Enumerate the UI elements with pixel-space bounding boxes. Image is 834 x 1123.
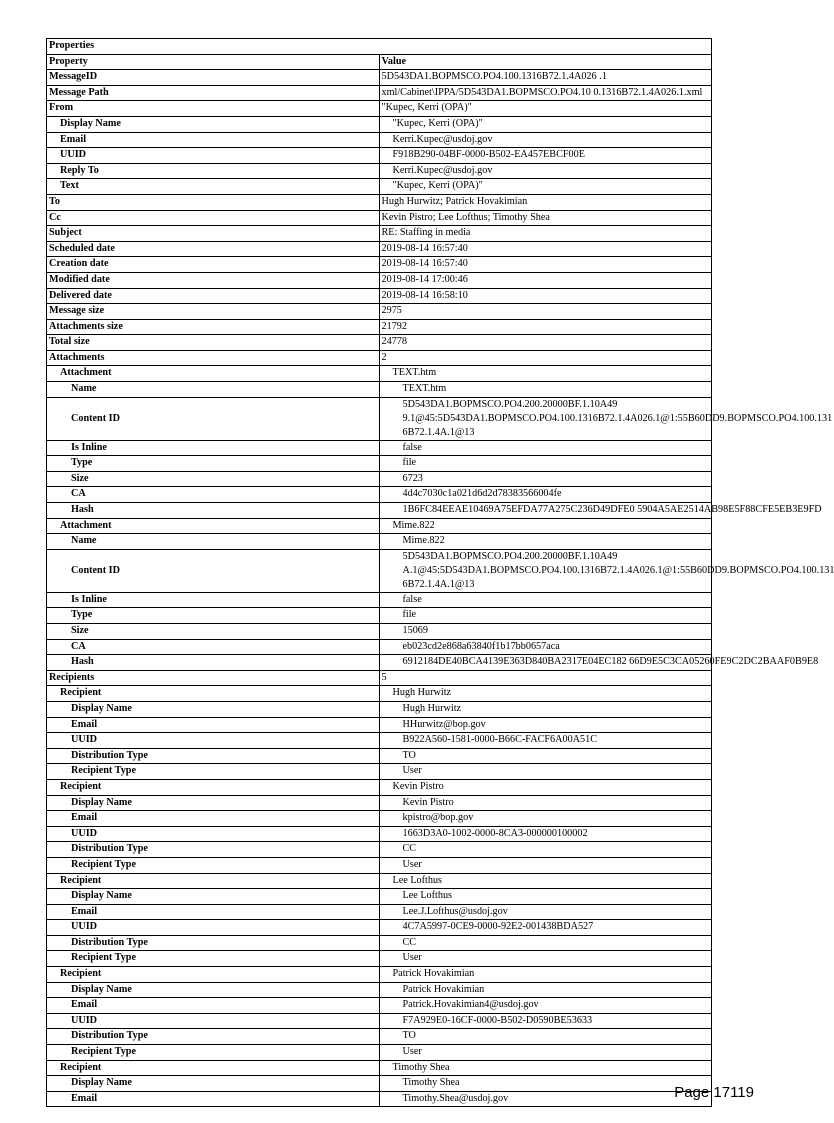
property-name: Type — [47, 456, 380, 472]
table-row — [47, 1045, 712, 1061]
property-name: UUID — [47, 920, 380, 936]
property-name: Modified date — [47, 272, 380, 288]
property-name: Attachments size — [47, 319, 380, 335]
property-value: "Kupec, Kerri (OPA)" — [379, 101, 712, 117]
property-name: Email — [47, 1091, 380, 1107]
table-row — [47, 85, 712, 101]
property-value: Patrick Hovakimian — [379, 967, 712, 983]
property-value: Lee.J.Lofthus@usdoj.gov — [379, 904, 712, 920]
property-value: CC — [379, 842, 712, 858]
table-row — [47, 717, 712, 733]
property-name: Message size — [47, 304, 380, 320]
property-value: 1B6FC84EEAE10469A75EFDA77A275C236D49DFE0 5904A5AE2514AB98E5F88CFE5EB3E9FD — [379, 503, 712, 519]
property-value: false — [379, 592, 712, 608]
property-value: 1663D3A0-1002-0000-8CA3-000000100002 — [379, 826, 712, 842]
property-name: Recipient — [47, 873, 380, 889]
property-name: Recipient Type — [47, 951, 380, 967]
table-row — [47, 518, 712, 534]
property-value: 6723 — [379, 471, 712, 487]
property-value: Timothy.Shea@usdoj.gov — [379, 1091, 712, 1107]
table-row — [47, 366, 712, 382]
property-name: From — [47, 101, 380, 117]
property-name: Recipients — [47, 670, 380, 686]
table-row — [47, 241, 712, 257]
property-value: 2019-08-14 16:57:40 — [379, 241, 712, 257]
property-name: Attachments — [47, 350, 380, 366]
property-name: Recipient — [47, 1060, 380, 1076]
value-column-header: Value — [379, 54, 712, 70]
property-value: RE: Staffing in media — [379, 226, 712, 242]
property-name: Email — [47, 998, 380, 1014]
table-row — [47, 1060, 712, 1076]
property-name: Subject — [47, 226, 380, 242]
table-row — [47, 226, 712, 242]
table-row — [47, 1076, 712, 1092]
property-value: User — [379, 951, 712, 967]
property-name: Recipient Type — [47, 1045, 380, 1061]
table-row — [47, 319, 712, 335]
property-value: User — [379, 857, 712, 873]
table-row — [47, 272, 712, 288]
property-name: Size — [47, 624, 380, 640]
property-name: Display Name — [47, 116, 380, 132]
property-name: Recipient — [47, 967, 380, 983]
property-value: TO — [379, 1029, 712, 1045]
property-name: To — [47, 194, 380, 210]
table-row — [47, 998, 712, 1014]
property-name: Display Name — [47, 982, 380, 998]
table-row — [47, 904, 712, 920]
property-name: Distribution Type — [47, 842, 380, 858]
table-row — [47, 779, 712, 795]
property-value: 4C7A5997-0CE9-0000-92E2-001438BDA527 — [379, 920, 712, 936]
property-value: User — [379, 764, 712, 780]
property-value: 2975 — [379, 304, 712, 320]
table-row — [47, 101, 712, 117]
property-value: 5D543DA1.BOPMSCO.PO4.100.1316B72.1.4A026 .1 — [379, 70, 712, 86]
property-name: Distribution Type — [47, 1029, 380, 1045]
property-value: eb023cd2e868a63840f1b17bb0657aca — [379, 639, 712, 655]
property-name: Content ID — [47, 549, 380, 592]
property-value: file — [379, 608, 712, 624]
property-value: kpistro@bop.gov — [379, 811, 712, 827]
property-value: Hugh Hurwitz — [379, 686, 712, 702]
property-value: Hugh Hurwitz; Patrick Hovakimian — [379, 194, 712, 210]
table-title: Properties — [47, 39, 712, 55]
property-value: 5D543DA1.BOPMSCO.PO4.200.20000BF.1.10A49 9.1@45:5D543DA1.BOPMSCO.PO4.100.1316B72.1.4A026.1@1:55B60DD9.BOPMSCO.PO4.100.131 6B72.1.4A.1@13 — [379, 397, 712, 440]
property-value: Timothy Shea — [379, 1060, 712, 1076]
table-row — [47, 350, 712, 366]
property-value: 2019-08-14 16:58:10 — [379, 288, 712, 304]
table-row — [47, 764, 712, 780]
property-column-header: Property — [47, 54, 380, 70]
property-name: Email — [47, 132, 380, 148]
property-value: Lee Lofthus — [379, 873, 712, 889]
table-row — [47, 655, 712, 671]
property-name: Email — [47, 717, 380, 733]
table-row — [47, 748, 712, 764]
property-value: Lee Lofthus — [379, 889, 712, 905]
property-value: HHurwitz@bop.gov — [379, 717, 712, 733]
property-name: UUID — [47, 826, 380, 842]
table-row — [47, 257, 712, 273]
property-value: TEXT.htm — [379, 382, 712, 398]
property-name: Distribution Type — [47, 935, 380, 951]
table-row — [47, 842, 712, 858]
table-row — [47, 210, 712, 226]
property-name: Text — [47, 179, 380, 195]
property-value: 4d4c7030c1a021d6d2d78383566004fe — [379, 487, 712, 503]
property-name: CA — [47, 639, 380, 655]
property-name: Total size — [47, 335, 380, 351]
table-row — [47, 639, 712, 655]
property-value: 21792 — [379, 319, 712, 335]
property-value: TO — [379, 748, 712, 764]
table-row — [47, 608, 712, 624]
property-name: Hash — [47, 655, 380, 671]
property-value: 2 — [379, 350, 712, 366]
table-title-row — [47, 39, 712, 55]
table-row — [47, 889, 712, 905]
property-value: TEXT.htm — [379, 366, 712, 382]
property-name: Reply To — [47, 163, 380, 179]
property-name: MessageID — [47, 70, 380, 86]
table-row — [47, 471, 712, 487]
table-row — [47, 382, 712, 398]
table-row — [47, 795, 712, 811]
property-value: B922A560-1581-0000-B66C-FACF6A00A51C — [379, 733, 712, 749]
property-value: 15069 — [379, 624, 712, 640]
property-value: CC — [379, 935, 712, 951]
property-name: Type — [47, 608, 380, 624]
property-value: 5 — [379, 670, 712, 686]
table-row — [47, 733, 712, 749]
property-value: 24778 — [379, 335, 712, 351]
property-name: Distribution Type — [47, 748, 380, 764]
property-name: Hash — [47, 503, 380, 519]
table-row — [47, 179, 712, 195]
table-row — [47, 670, 712, 686]
property-name: UUID — [47, 148, 380, 164]
table-row — [47, 701, 712, 717]
property-value: Patrick.Hovakimian4@usdoj.gov — [379, 998, 712, 1014]
table-row — [47, 148, 712, 164]
property-name: Email — [47, 811, 380, 827]
property-name: Is Inline — [47, 440, 380, 456]
table-row — [47, 70, 712, 86]
property-name: Recipient — [47, 779, 380, 795]
table-row — [47, 456, 712, 472]
property-name: Name — [47, 534, 380, 550]
property-value: Hugh Hurwitz — [379, 701, 712, 717]
table-row — [47, 549, 712, 592]
table-row — [47, 920, 712, 936]
property-name: Name — [47, 382, 380, 398]
table-row — [47, 826, 712, 842]
table-row — [47, 335, 712, 351]
property-value: xml/Cabinet\IPPA/5D543DA1.BOPMSCO.PO4.10 0.1316B72.1.4A026.1.xml — [379, 85, 712, 101]
table-row — [47, 982, 712, 998]
property-value: Kevin Pistro — [379, 779, 712, 795]
property-value: Kerri.Kupec@usdoj.gov — [379, 163, 712, 179]
table-row — [47, 503, 712, 519]
property-name: Display Name — [47, 889, 380, 905]
property-name: Scheduled date — [47, 241, 380, 257]
property-name: UUID — [47, 733, 380, 749]
table-row — [47, 116, 712, 132]
property-name: Delivered date — [47, 288, 380, 304]
property-value: Kevin Pistro — [379, 795, 712, 811]
property-value: Patrick Hovakimian — [379, 982, 712, 998]
property-name: UUID — [47, 1013, 380, 1029]
table-row — [47, 487, 712, 503]
table-row — [47, 397, 712, 440]
property-name: Recipient — [47, 686, 380, 702]
table-row — [47, 967, 712, 983]
property-name: Display Name — [47, 1076, 380, 1092]
property-value: "Kupec, Kerri (OPA)" — [379, 116, 712, 132]
property-value: User — [379, 1045, 712, 1061]
table-row — [47, 534, 712, 550]
table-header-row — [47, 54, 712, 70]
property-value: Mime.822 — [379, 534, 712, 550]
property-value: 2019-08-14 16:57:40 — [379, 257, 712, 273]
table-row — [47, 686, 712, 702]
property-name: Content ID — [47, 397, 380, 440]
property-value: 5D543DA1.BOPMSCO.PO4.200.20000BF.1.10A49 A.1@45:5D543DA1.BOPMSCO.PO4.100.1316B72.1.4A026.1@1:55B60DD9.BOPMSCO.PO4.100.131 6B72.1.4A.1@13 — [379, 549, 712, 592]
table-row — [47, 163, 712, 179]
property-value: Kerri.Kupec@usdoj.gov — [379, 132, 712, 148]
property-name: Display Name — [47, 701, 380, 717]
table-row — [47, 132, 712, 148]
property-value: 2019-08-14 17:00:46 — [379, 272, 712, 288]
table-row — [47, 811, 712, 827]
table-row — [47, 857, 712, 873]
property-name: Recipient Type — [47, 764, 380, 780]
property-value: Mime.822 — [379, 518, 712, 534]
property-value: F918B290-04BF-0000-B502-EA457EBCF00E — [379, 148, 712, 164]
property-value: 6912184DE40BCA4139E363D840BA2317E04EC182 66D9E5C3CA05260FE9C2DC2BAAF0B9E8 — [379, 655, 712, 671]
property-name: Attachment — [47, 518, 380, 534]
property-value: Timothy Shea — [379, 1076, 712, 1092]
table-row — [47, 440, 712, 456]
table-row — [47, 873, 712, 889]
property-value: file — [379, 456, 712, 472]
page-number: Page 17119 — [674, 1084, 754, 1101]
property-name: Size — [47, 471, 380, 487]
property-value: F7A929E0-16CF-0000-B502-D0590BE53633 — [379, 1013, 712, 1029]
table-row — [47, 1029, 712, 1045]
property-value: Kevin Pistro; Lee Lofthus; Timothy Shea — [379, 210, 712, 226]
table-row — [47, 592, 712, 608]
property-name: Email — [47, 904, 380, 920]
table-row — [47, 951, 712, 967]
property-value: false — [379, 440, 712, 456]
table-row — [47, 1091, 712, 1107]
property-name: Message Path — [47, 85, 380, 101]
property-value: "Kupec, Kerri (OPA)" — [379, 179, 712, 195]
property-name: Cc — [47, 210, 380, 226]
property-name: Display Name — [47, 795, 380, 811]
table-row — [47, 624, 712, 640]
property-name: Creation date — [47, 257, 380, 273]
property-name: Is Inline — [47, 592, 380, 608]
table-row — [47, 935, 712, 951]
table-row — [47, 304, 712, 320]
property-name: Recipient Type — [47, 857, 380, 873]
table-row — [47, 1013, 712, 1029]
table-row — [47, 194, 712, 210]
property-name: Attachment — [47, 366, 380, 382]
property-name: CA — [47, 487, 380, 503]
table-row — [47, 288, 712, 304]
